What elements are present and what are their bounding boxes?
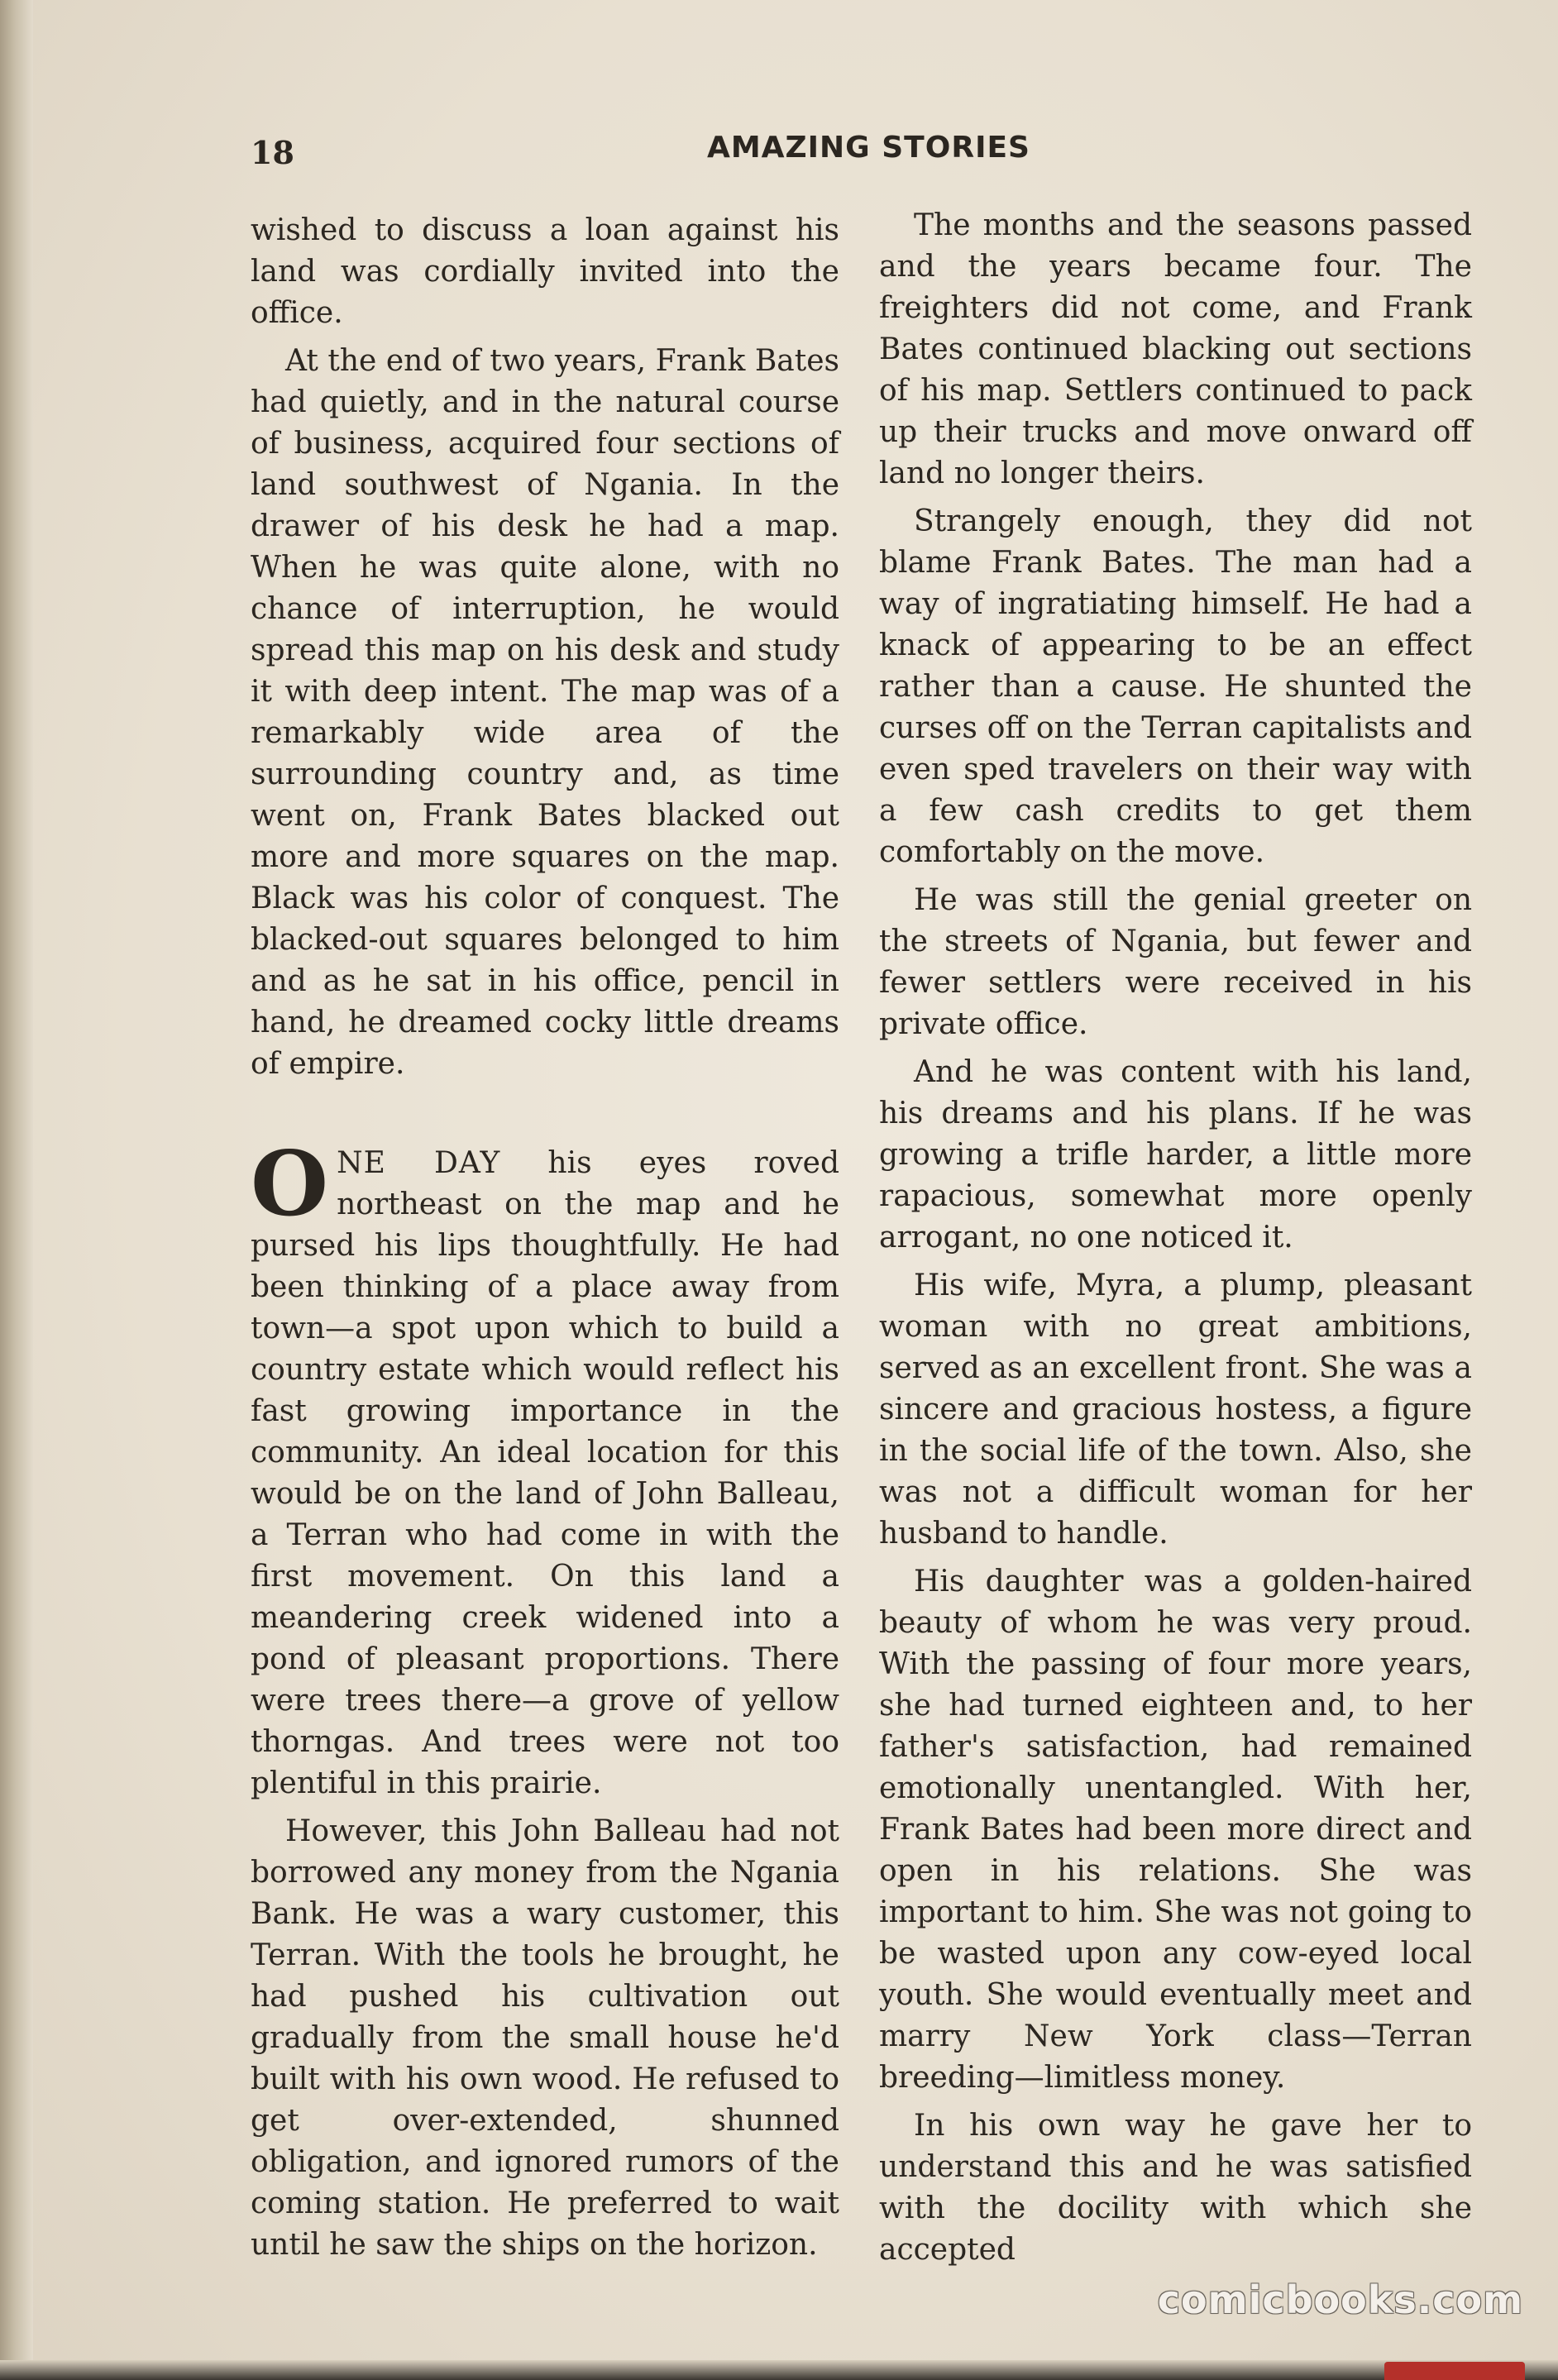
paragraph: The months and the seasons passed and the years became four. The freighters did not come, and Frank Bates continued blacking out sections of his map. Settlers continued to pack up their trucks and move onward off land no longer theirs. <box>879 208 1472 490</box>
section-opening-paragraph <box>251 1132 840 1804</box>
left-column <box>251 210 839 2272</box>
small-caps-lead: NE DAY <box>337 1146 501 1180</box>
paragraph-text: his eyes roved northeast on the map and he pursed his lips thoughtfully. He had been thinking of a place away from town—a spot upon which to build a country estate which would reflect his fast growing importance in the community. An ideal location for this would be on the land of John Balleau, a Terran who had come in with the first movement. On this land a meandering creek widened into a pond of pleasant proportions. There were trees there—a grove of yellow thorngas. And trees were not too plentiful in this prairie. <box>251 1146 840 1800</box>
paragraph: His daughter was a golden-haired beauty of whom he was very proud. With the passing of four more years, she had turned eighteen and, to her father's satisfaction, had remained emotionally unentangled. With her, Frank Bates had been more direct and open in his relations. She was important to him. She was not going to be wasted upon any cow-eyed local youth. She would eventually meet and marry New York class—Terran breeding—limitless money. <box>879 1565 1472 2095</box>
paragraph: His wife, Myra, a plump, pleasant woman with no great ambitions, served as an excellent front. She was a sincere and gracious hostess, a figure in the social life of the town. Also, she was not a difficult woman for her husband to handle. <box>879 1269 1472 1551</box>
drop-cap: O <box>251 1132 329 1236</box>
running-title: AMAZING STORIES <box>707 131 1030 165</box>
paragraph: At the end of two years, Frank Bates had quietly, and in the natural course of business, acquired four sections of land southwest of Ngania. In the drawer of his desk he had a map. When he was quite alone, with no chance of interruption, he would spread this map on his desk and study it with deep intent. The map was of a remarkably wide area of the surrounding country and, as time went on, Frank Bates blacked out more and more squares on the map. Black was his color of conquest. The blacked-out squares belonged to him and as he sat in his office, pencil in hand, he dreamed cocky little dreams of empire. <box>251 344 839 1081</box>
page-bottom-edge <box>0 2360 1558 2380</box>
watermark-logo: comicbooks.com <box>1157 2277 1523 2322</box>
right-column <box>879 205 1472 2277</box>
paragraph: Strangely enough, they did not blame Frank Bates. The man had a way of ingratiating himself. He had a knack of appearing to be an effect rather than a cause. He shunted the curses off on the Terran capitalists and even sped travelers on their way with a few cash credits to get them comfortably on the move. <box>879 504 1472 869</box>
cover-edge-mark <box>1384 2362 1525 2380</box>
page-spine-edge <box>0 0 33 2380</box>
paragraph: He was still the genial greeter on the streets of Ngania, but fewer and fewer settlers were received in his private office. <box>879 883 1472 1041</box>
paragraph: And he was content with his land, his dreams and his plans. If he was growing a trifle harder, a little more rapacious, somewhat more openly arrogant, no one noticed it. <box>879 1055 1472 1255</box>
page-number: 18 <box>251 134 294 171</box>
paragraph: However, this John Balleau had not borrowed any money from the Ngania Bank. He was a wary customer, this Terran. With the tools he brought, he had pushed his cultivation out gradually from the small house he'd built with his own wood. He refused to get over-extended, shunned obligation, and ignored rumors of the coming station. He preferred to wait until he saw the ships on the horizon. <box>251 1814 839 2262</box>
paragraph: In his own way he gave her to understand this and he was satisfied with the docility with which she accepted <box>879 2109 1472 2267</box>
paragraph: wished to discuss a loan against his land was cordially invited into the office. <box>251 213 839 330</box>
